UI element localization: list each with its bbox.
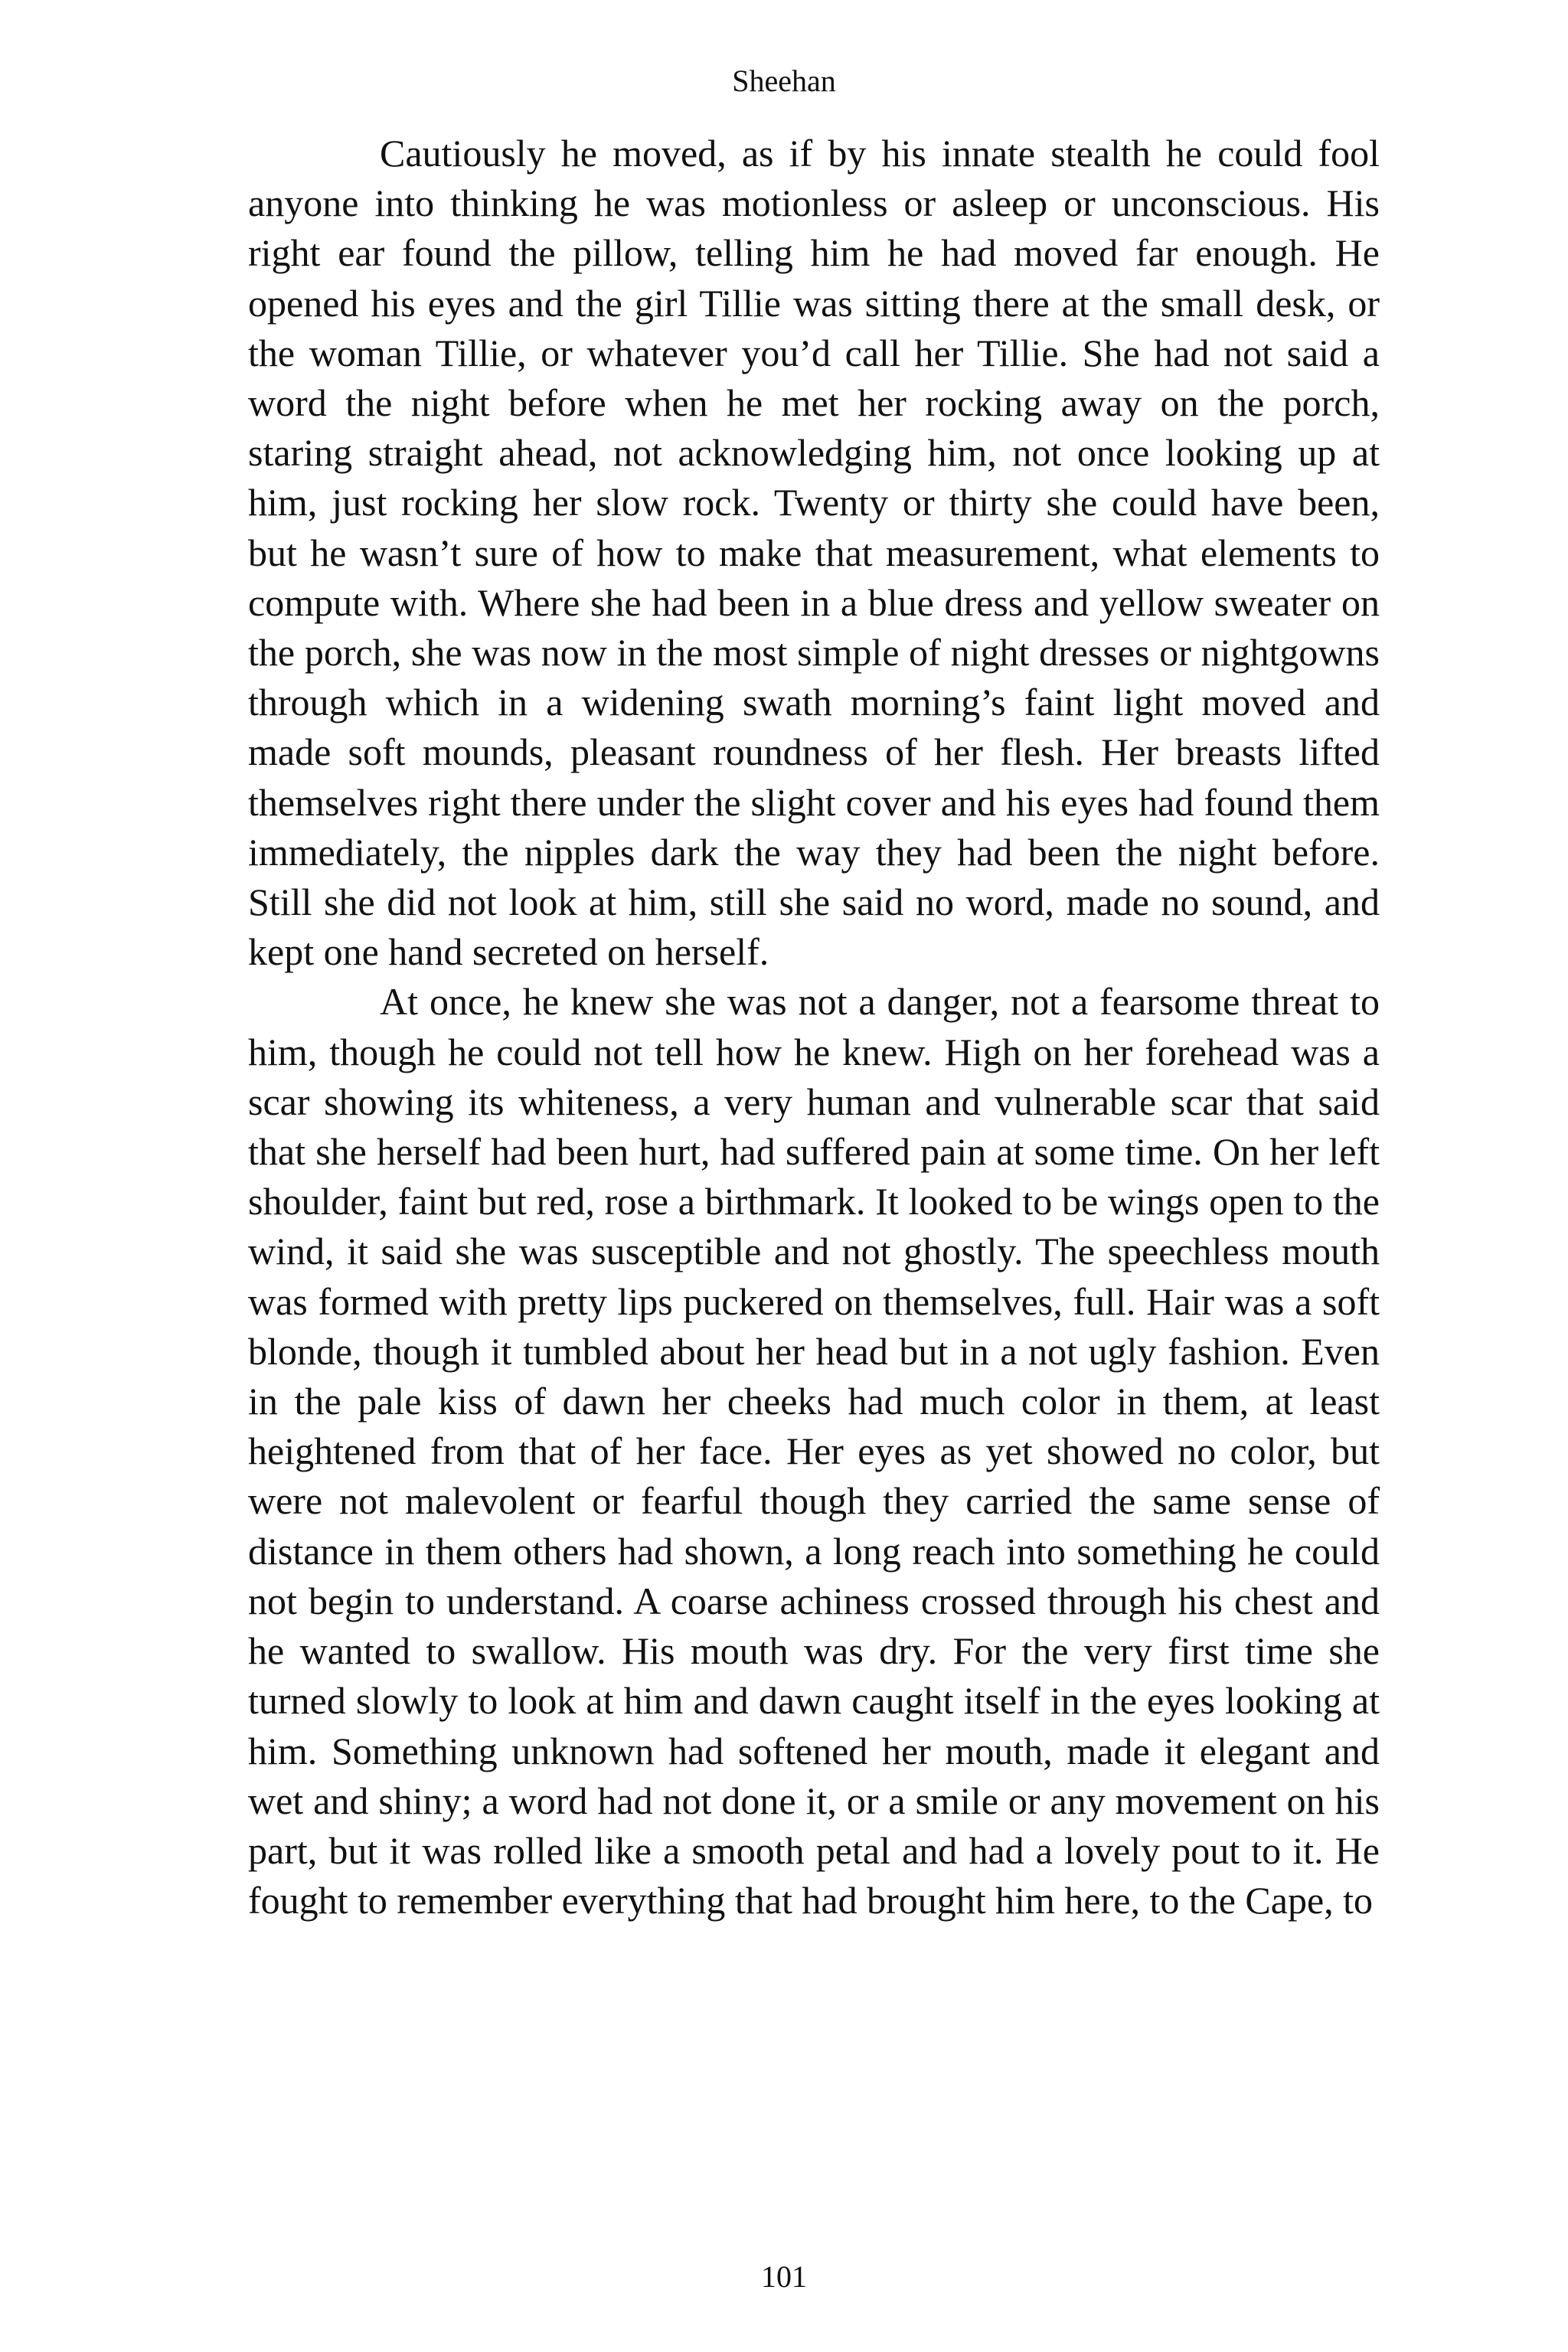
paragraph-1: Cautiously he moved, as if by his innate stealth he could fool anyone into thinking he was motionless or asleep or unconscious. His right ear found the pillow, telling him he had moved far enough. He opened his eyes and the girl Tillie was sitting there at the small desk, or the woman Tillie, or whatever you’d call her Tillie. She had not said a word the night before when he met her rocking away on the porch, staring straight ahead, not acknowledging him, not once looking up at him, just rocking her slow rock. Twenty or thirty she could have been, but he wasn’t sure of how to make that measurement, what elements to compute with. Where she had been in a blue dress and yellow sweater on the porch, she was now in the most simple of night dresses or nightgowns through which in a widening swath morning’s faint light moved and made soft mounds, pleasant roundness of her flesh. Her breasts lifted themselves right there under the slight cover and his eyes had found them immediately, the nipples dark the way they had been the night before. Still she did not look at him, still she said no word, made no sound, and kept one hand secreted on herself. bbox=[248, 132, 1380, 974]
body-text bbox=[248, 129, 1380, 1926]
running-head: Sheehan bbox=[732, 64, 836, 98]
page-number: 101 bbox=[761, 2259, 807, 2294]
paragraph-2: At once, he knew she was not a danger, not a fearsome threat to him, though he could not tell how he knew. High on her forehead was a scar showing its whiteness, a very human and vulnerable scar that said that she herself had been hurt, had suffered pain at some time. On her left shoulder, faint but red, rose a birthmark. It looked to be wings open to the wind, it said she was susceptible and not ghostly. The speechless mouth was formed with pretty lips puckered on themselves, full. Hair was a soft blonde, though it tumbled about her head but in a not ugly fashion. Even in the pale kiss of dawn her cheeks had much color in them, at least heightened from that of her face. Her eyes as yet showed no color, but were not malevolent or fearful though they carried the same sense of distance in them others had shown, a long reach into something he could not begin to understand. A coarse achiness crossed through his chest and he wanted to swallow. His mouth was dry. For the very first time she turned slowly to look at him and dawn caught itself in the eyes looking at him. Something unknown had softened her mouth, made it elegant and wet and shiny; a word had not done it, or a smile or any movement on his part, but it was rolled like a smooth petal and had a lovely pout to it. He fought to remember everything that had brought him here, to the Cape, to bbox=[248, 980, 1380, 1922]
